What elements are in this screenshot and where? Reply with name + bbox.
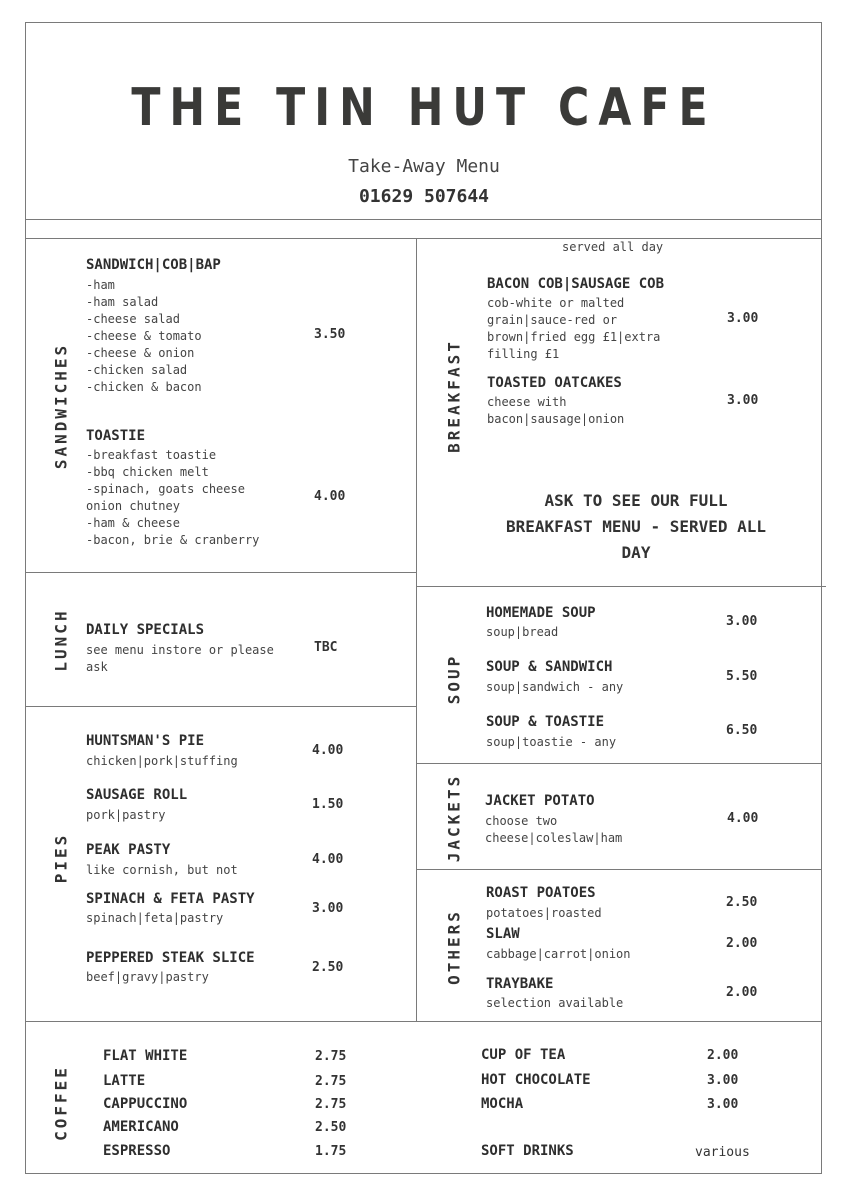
item-name-toastie: TOASTIE bbox=[86, 428, 146, 444]
drink-price-cup-of-tea: 2.00 bbox=[707, 1048, 739, 1063]
section-label-pies: PIES bbox=[51, 832, 71, 884]
item-name-daily-specials: DAILY SPECIALS bbox=[86, 622, 205, 638]
item-price-traybake: 2.00 bbox=[726, 985, 758, 1000]
item-price-roast-potatoes: 2.50 bbox=[726, 895, 758, 910]
item-price-toasted-oatcakes: 3.00 bbox=[727, 393, 759, 408]
divider-soup-jackets bbox=[416, 763, 822, 764]
item-desc-traybake: selection available bbox=[486, 996, 624, 1010]
drink-price-latte: 2.75 bbox=[315, 1074, 347, 1089]
item-name-soup-sandwich: SOUP & SANDWICH bbox=[486, 659, 613, 675]
divider-lunch-pies bbox=[25, 706, 416, 707]
breakfast-served-note: served all day bbox=[562, 240, 664, 254]
item-name-spinach-feta-pasty: SPINACH & FETA PASTY bbox=[86, 891, 255, 907]
item-price-huntsmans-pie: 4.00 bbox=[312, 743, 344, 758]
item-desc-slaw: cabbage|carrot|onion bbox=[486, 947, 631, 961]
item-price-sandwich: 3.50 bbox=[314, 327, 346, 342]
item-desc-toasted-oatcakes: cheese with bacon|sausage|onion bbox=[487, 395, 625, 426]
divider-breakfast-soup bbox=[416, 586, 826, 587]
item-price-daily-specials: TBC bbox=[314, 640, 338, 655]
item-name-bacon-cob: BACON COB|SAUSAGE COB bbox=[487, 276, 665, 292]
item-desc-peppered-steak-slice: beef|gravy|pastry bbox=[86, 970, 209, 984]
item-name-toasted-oatcakes: TOASTED OATCAKES bbox=[487, 375, 622, 391]
divider-jackets-others bbox=[416, 869, 822, 870]
item-desc-soup-toastie: soup|toastie - any bbox=[486, 735, 617, 749]
item-price-peak-pasty: 4.00 bbox=[312, 852, 344, 867]
section-label-lunch: LUNCH bbox=[51, 608, 71, 672]
section-label-sandwiches: SANDWICHES bbox=[51, 342, 71, 470]
phone-number: 01629 507644 bbox=[358, 186, 490, 207]
section-label-breakfast: BREAKFAST bbox=[444, 339, 464, 453]
section-label-others: OTHERS bbox=[444, 909, 464, 985]
item-name-huntsmans-pie: HUNTSMAN'S PIE bbox=[86, 733, 205, 749]
item-name-sandwich: SANDWICH|COB|BAP bbox=[86, 257, 221, 273]
item-desc-huntsmans-pie: chicken|pork|stuffing bbox=[86, 754, 238, 768]
item-price-spinach-feta-pasty: 3.00 bbox=[312, 901, 344, 916]
drink-name-cappuccino: CAPPUCCINO bbox=[103, 1096, 188, 1112]
column-divider bbox=[416, 238, 417, 1021]
item-desc-soup-sandwich: soup|sandwich - any bbox=[486, 680, 624, 694]
item-desc-toastie: -breakfast toastie -bbq chicken melt -spinach, goats cheese onion chutney -ham & cheese -bacon, brie & cranberry bbox=[86, 448, 260, 547]
drink-price-mocha: 3.00 bbox=[707, 1097, 739, 1112]
divider-sandwiches-lunch bbox=[25, 572, 416, 573]
item-name-sausage-roll: SAUSAGE ROLL bbox=[86, 787, 188, 803]
item-name-traybake: TRAYBAKE bbox=[486, 976, 554, 992]
item-price-toastie: 4.00 bbox=[314, 489, 346, 504]
item-desc-sausage-roll: pork|pastry bbox=[86, 808, 166, 822]
item-desc-spinach-feta-pasty: spinach|feta|pastry bbox=[86, 911, 224, 925]
item-desc-jacket-potato: choose two cheese|coleslaw|ham bbox=[485, 814, 623, 845]
item-name-jacket-potato: JACKET POTATO bbox=[485, 793, 595, 809]
drink-price-hot-chocolate: 3.00 bbox=[707, 1073, 739, 1088]
item-name-soup-toastie: SOUP & TOASTIE bbox=[486, 714, 605, 730]
drink-name-espresso: ESPRESSO bbox=[103, 1143, 171, 1159]
item-name-peak-pasty: PEAK PASTY bbox=[86, 842, 171, 858]
item-price-soup-sandwich: 5.50 bbox=[726, 669, 758, 684]
item-desc-peak-pasty: like cornish, but not bbox=[86, 863, 238, 877]
section-label-jackets: JACKETS bbox=[444, 773, 464, 863]
drink-price-cappuccino: 2.75 bbox=[315, 1097, 347, 1112]
drink-price-soft-drinks: various bbox=[695, 1145, 750, 1160]
header-divider-bottom bbox=[25, 238, 822, 239]
item-price-homemade-soup: 3.00 bbox=[726, 614, 758, 629]
drink-name-latte: LATTE bbox=[103, 1073, 146, 1089]
item-name-slaw: SLAW bbox=[486, 926, 520, 942]
item-name-roast-potatoes: ROAST POATOES bbox=[486, 885, 596, 901]
drink-name-americano: AMERICANO bbox=[103, 1119, 179, 1135]
item-desc-sandwich: -ham -ham salad -cheese salad -cheese & tomato -cheese & onion -chicken salad -chicken & bacon bbox=[86, 278, 202, 394]
section-label-coffee: COFFEE bbox=[51, 1065, 71, 1141]
item-price-peppered-steak-slice: 2.50 bbox=[312, 960, 344, 975]
drink-price-flat-white: 2.75 bbox=[315, 1049, 347, 1064]
item-desc-roast-potatoes: potatoes|roasted bbox=[486, 906, 602, 920]
drink-name-soft-drinks: SOFT DRINKS bbox=[481, 1143, 574, 1159]
drink-name-hot-chocolate: HOT CHOCOLATE bbox=[481, 1072, 591, 1088]
drink-name-mocha: MOCHA bbox=[481, 1096, 524, 1112]
drink-name-flat-white: FLAT WHITE bbox=[103, 1048, 188, 1064]
item-name-homemade-soup: HOMEMADE SOUP bbox=[486, 605, 596, 621]
item-price-jacket-potato: 4.00 bbox=[727, 811, 759, 826]
cafe-title: THE TIN HUT CAFE bbox=[131, 78, 717, 138]
item-price-bacon-cob: 3.00 bbox=[727, 311, 759, 326]
menu-subtitle: Take-Away Menu bbox=[348, 156, 500, 177]
item-price-slaw: 2.00 bbox=[726, 936, 758, 951]
drink-price-espresso: 1.75 bbox=[315, 1144, 347, 1159]
drink-name-cup-of-tea: CUP OF TEA bbox=[481, 1047, 566, 1063]
item-price-soup-toastie: 6.50 bbox=[726, 723, 758, 738]
item-price-sausage-roll: 1.50 bbox=[312, 797, 344, 812]
full-breakfast-menu-notice: ASK TO SEE OUR FULL BREAKFAST MENU - SERVED ALL DAY bbox=[505, 491, 767, 562]
item-desc-daily-specials: see menu instore or please ask bbox=[86, 643, 274, 674]
section-label-soup: SOUP bbox=[444, 653, 464, 705]
item-desc-bacon-cob: cob-white or malted grain|sauce-red or brown|fried egg £1|extra filling £1 bbox=[487, 296, 661, 361]
drink-price-americano: 2.50 bbox=[315, 1120, 347, 1135]
divider-coffee bbox=[25, 1021, 822, 1022]
header-divider-top bbox=[25, 219, 822, 220]
item-name-peppered-steak-slice: PEPPERED STEAK SLICE bbox=[86, 950, 255, 966]
item-desc-homemade-soup: soup|bread bbox=[486, 625, 559, 639]
